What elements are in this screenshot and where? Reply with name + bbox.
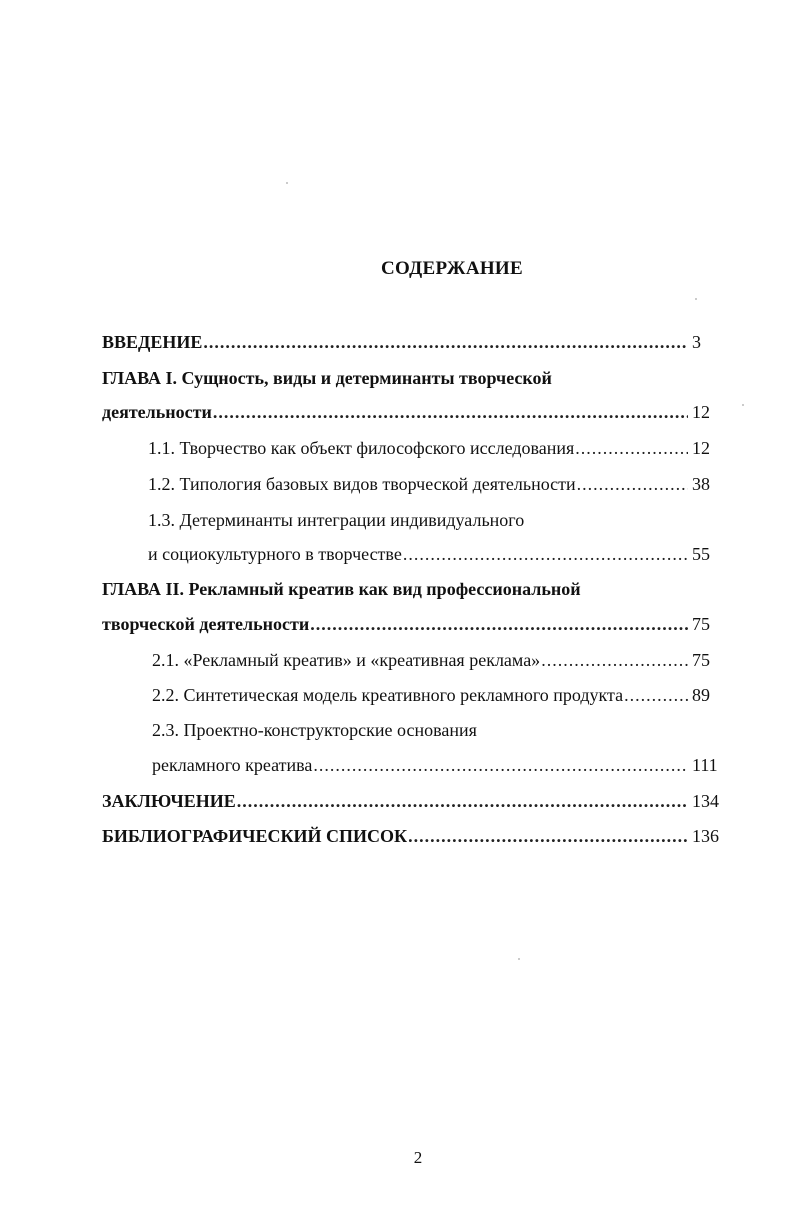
toc-entry-section-1-2[interactable] — [148, 472, 722, 496]
toc-leader-dots — [624, 683, 688, 707]
toc-entry-chapter1[interactable] — [102, 400, 722, 424]
toc-page-number: 38 — [692, 474, 710, 494]
toc-label: ВВЕДЕНИЕ — [102, 332, 203, 352]
toc-section-1-3-line1[interactable]: 1.3. Детерминанты интеграции индивидуального — [148, 510, 525, 530]
toc-entry-chapter2[interactable] — [102, 612, 722, 636]
scan-speck — [518, 958, 520, 960]
toc-page-number: 75 — [692, 614, 710, 634]
toc-leader-dots — [541, 648, 688, 672]
toc-section-2-3-line1[interactable]: 2.3. Проектно-конструкторские основания — [152, 720, 477, 740]
toc-leader-dots — [403, 542, 688, 566]
toc-label: ЗАКЛЮЧЕНИЕ — [102, 791, 236, 811]
toc-leader-dots — [310, 612, 688, 636]
toc-page-number: 75 — [692, 650, 710, 670]
toc-page-number: 89 — [692, 685, 710, 705]
toc-label: деятельности — [102, 402, 212, 422]
toc-label: БИБЛИОГРАФИЧЕСКИЙ СПИСОК — [102, 826, 408, 846]
toc-leader-dots — [313, 753, 688, 777]
toc-page-number: 111 — [692, 755, 718, 775]
toc-page-number: 12 — [692, 402, 710, 422]
toc-entry-section-2-3[interactable] — [152, 753, 722, 777]
toc-leader-dots — [203, 330, 688, 354]
page-number: 2 — [413, 1148, 423, 1167]
toc-label: 2.2. Синтетическая модель креативного рекламного продукта — [152, 685, 624, 705]
toc-entry-section-2-1[interactable] — [152, 648, 722, 672]
toc-leader-dots — [213, 400, 688, 424]
page-title: СОДЕРЖАНИЕ — [381, 258, 523, 279]
toc-label: 1.1. Творчество как объект философского исследования — [148, 438, 575, 458]
toc-page-number: 3 — [692, 332, 701, 352]
toc-page-number: 12 — [692, 438, 710, 458]
toc-entry-section-1-3[interactable] — [148, 542, 722, 566]
toc-label: рекламного креатива — [152, 755, 313, 775]
toc-chapter2-title-line1[interactable]: ГЛАВА II. Рекламный креатив как вид профессиональной — [102, 579, 581, 599]
toc-leader-dots — [575, 436, 688, 460]
toc-leader-dots — [577, 472, 688, 496]
toc-page-number: 55 — [692, 544, 710, 564]
scan-speck — [286, 182, 288, 184]
toc-label: творческой деятельности — [102, 614, 310, 634]
scan-speck — [695, 298, 697, 300]
toc-label: 1.2. Типология базовых видов творческой деятельности — [148, 474, 576, 494]
toc-entry-section-1-1[interactable] — [148, 436, 722, 460]
toc-leader-dots — [408, 824, 688, 848]
toc-label: и социокультурного в творчестве — [148, 544, 402, 564]
toc-chapter1-title-line1[interactable]: ГЛАВА I. Сущность, виды и детерминанты творческой — [102, 368, 552, 388]
toc-entry-bibliography[interactable] — [102, 824, 722, 848]
toc-entry-conclusion[interactable] — [102, 789, 722, 813]
toc-page-number: 134 — [692, 791, 719, 811]
toc-page-number: 136 — [692, 826, 719, 846]
toc-label: 2.1. «Рекламный креатив» и «креативная реклама» — [152, 650, 541, 670]
toc-entry-introduction[interactable] — [102, 330, 722, 354]
toc-leader-dots — [237, 789, 688, 813]
scan-speck — [742, 404, 744, 406]
toc-entry-section-2-2[interactable] — [152, 683, 722, 707]
